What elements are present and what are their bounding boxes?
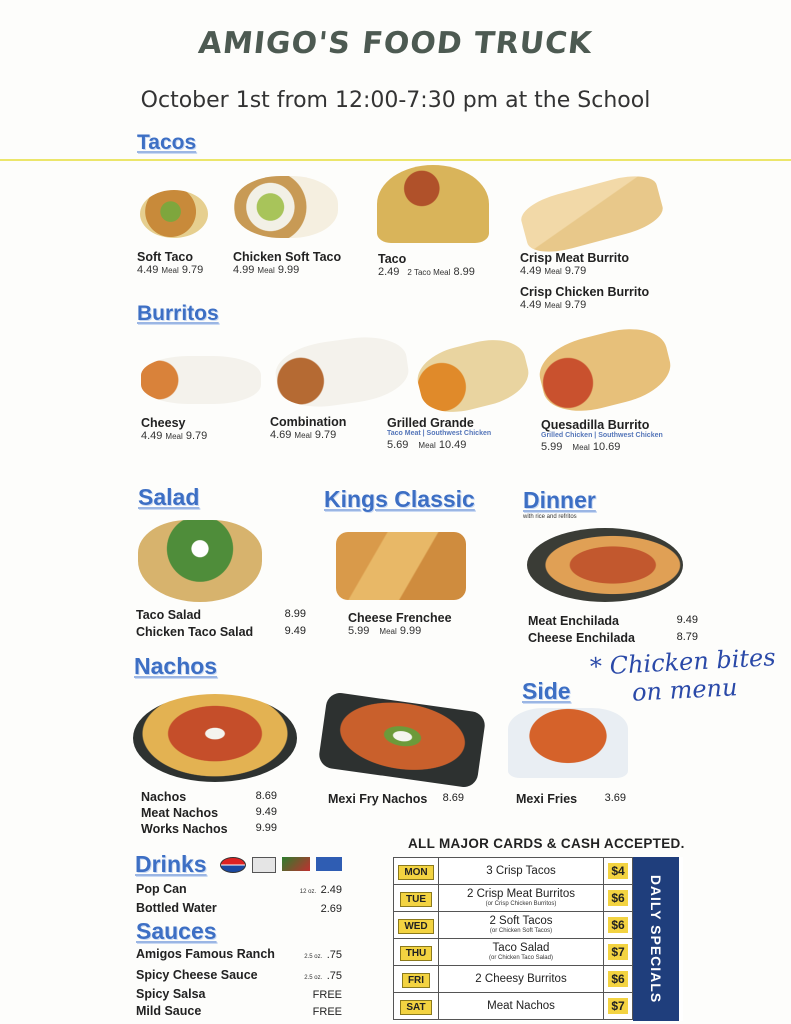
price-badge: $7: [608, 944, 627, 960]
day-badge: THU: [400, 946, 433, 961]
list-item: Works Nachos 9.99: [141, 822, 277, 836]
daily-specials-banner: DAILY SPECIALS: [633, 857, 679, 1021]
grilled-grande-image: [412, 332, 534, 421]
day-badge: SAT: [400, 1000, 431, 1015]
menu-item: Crisp Chicken Burrito 4.49 Meal 9.79: [520, 285, 650, 311]
crisp-burrito-image: [517, 169, 667, 259]
chicken-soft-taco-image: [234, 176, 338, 238]
table-row: SAT Meat Nachos $7: [394, 993, 633, 1020]
menu-item: Taco 2.49 2 Taco Meal 8.99: [378, 252, 475, 278]
list-item: Amigos Famous Ranch 2.5 oz. .75: [136, 947, 342, 961]
cheese-frenchee-image: [336, 532, 466, 600]
day-badge: FRI: [402, 973, 430, 988]
section-side: Side: [522, 678, 571, 704]
section-nachos: Nachos: [134, 653, 218, 679]
list-item: Mexi Fry Nachos 8.69: [328, 792, 464, 806]
list-item: Taco Salad 8.99: [136, 608, 306, 622]
can-logo-icon: [252, 857, 276, 873]
drinks-list: [136, 880, 342, 915]
mexi-fries-image: [508, 708, 628, 778]
soft-taco-image: [140, 190, 208, 238]
drink-logos: [220, 857, 342, 873]
divider: [0, 159, 791, 161]
table-row: FRI 2 Cheesy Burritos $6: [394, 966, 633, 993]
list-item: Spicy Cheese Sauce 2.5 oz. .75: [136, 968, 342, 982]
section-sauces: Sauces: [136, 918, 217, 944]
menu-item: Cheese Frenchee 5.99 Meal 9.99: [348, 611, 452, 637]
sauces-list: [136, 945, 342, 1018]
menu-item: Soft Taco 4.49 Meal 9.79: [137, 250, 204, 276]
price-badge: $6: [608, 890, 627, 906]
price-badge: $7: [608, 998, 627, 1014]
taco-image: [377, 165, 489, 243]
event-date: October 1st from 12:00-7:30 pm at the School: [140, 88, 651, 113]
table-row: THU Taco Salad (or Chicken Taco Salad) $7: [394, 939, 633, 966]
list-item: Mexi Fries 3.69: [516, 792, 626, 806]
menu-item: Chicken Soft Taco 4.99 Meal 9.99: [233, 250, 342, 276]
mexi-fry-nachos-image: [317, 691, 486, 789]
pepsi-logo-icon: [220, 857, 246, 873]
section-burritos: Burritos: [137, 302, 219, 325]
price-badge: $6: [608, 971, 627, 987]
list-item: Mild Sauce FREE: [136, 1004, 342, 1018]
nachos-list: [141, 790, 277, 836]
day-badge: MON: [398, 865, 433, 880]
table-row: MON 3 Crisp Tacos $4: [394, 858, 633, 885]
mountain-dew-logo-icon: [282, 857, 310, 871]
menu-item: Cheesy 4.49 Meal 9.79: [141, 416, 208, 442]
handwritten-note-line1: * Chicken bites: [589, 643, 777, 681]
dinner-note: with rice and refritos: [523, 514, 577, 520]
aquafina-logo-icon: [316, 857, 342, 871]
day-badge: WED: [398, 919, 433, 934]
combination-burrito-image: [272, 331, 412, 413]
salad-list: [136, 608, 306, 639]
price-badge: $6: [608, 917, 627, 933]
menu-item: Grilled Grande Taco Meat | Southwest Chicken 5.69 Meal 10.49: [387, 416, 492, 451]
menu-item: Combination 4.69 Meal 9.79: [270, 415, 347, 441]
section-dinner: Dinner: [523, 487, 596, 513]
dinner-list: [528, 614, 698, 645]
list-item: Meat Nachos 9.49: [141, 806, 277, 820]
daily-specials-table: [393, 857, 683, 1021]
section-tacos: Tacos: [137, 131, 197, 154]
cheesy-burrito-image: [141, 356, 261, 404]
price-badge: $4: [608, 863, 627, 879]
list-item: Cheese Enchilada 8.79: [528, 631, 698, 645]
enchilada-plate-image: [527, 528, 683, 602]
list-item: Bottled Water 2.69: [136, 901, 342, 915]
payment-notice: ALL MAJOR CARDS & CASH ACCEPTED.: [408, 836, 685, 851]
list-item: Pop Can 12 oz. 2.49: [136, 882, 342, 896]
menu-item: Quesadilla Burrito Grilled Chicken | Southwest Chicken 5.99 Meal 10.69: [541, 418, 663, 453]
table-row: WED 2 Soft Tacos (or Chicken Soft Tacos) $6: [394, 912, 633, 939]
day-badge: TUE: [400, 892, 432, 907]
section-drinks: Drinks: [135, 851, 207, 877]
page-title: AMIGO'S FOOD TRUCK: [196, 26, 595, 61]
menu-item: Crisp Meat Burrito 4.49 Meal 9.79: [520, 251, 630, 277]
list-item: Spicy Salsa FREE: [136, 987, 342, 1001]
table-row: TUE 2 Crisp Meat Burritos (or Crisp Chicken Burritos) $6: [394, 885, 633, 912]
handwritten-note-line2: on menu: [631, 673, 739, 707]
list-item: Chicken Taco Salad 9.49: [136, 625, 306, 639]
nachos-plate-image: [133, 694, 297, 782]
section-salad: Salad: [138, 484, 200, 510]
section-kings-classic: Kings Classic: [324, 486, 475, 512]
list-item: Meat Enchilada 9.49: [528, 614, 698, 628]
quesadilla-burrito-image: [533, 319, 677, 420]
taco-salad-image: [138, 520, 262, 602]
list-item: Nachos 8.69: [141, 790, 277, 804]
